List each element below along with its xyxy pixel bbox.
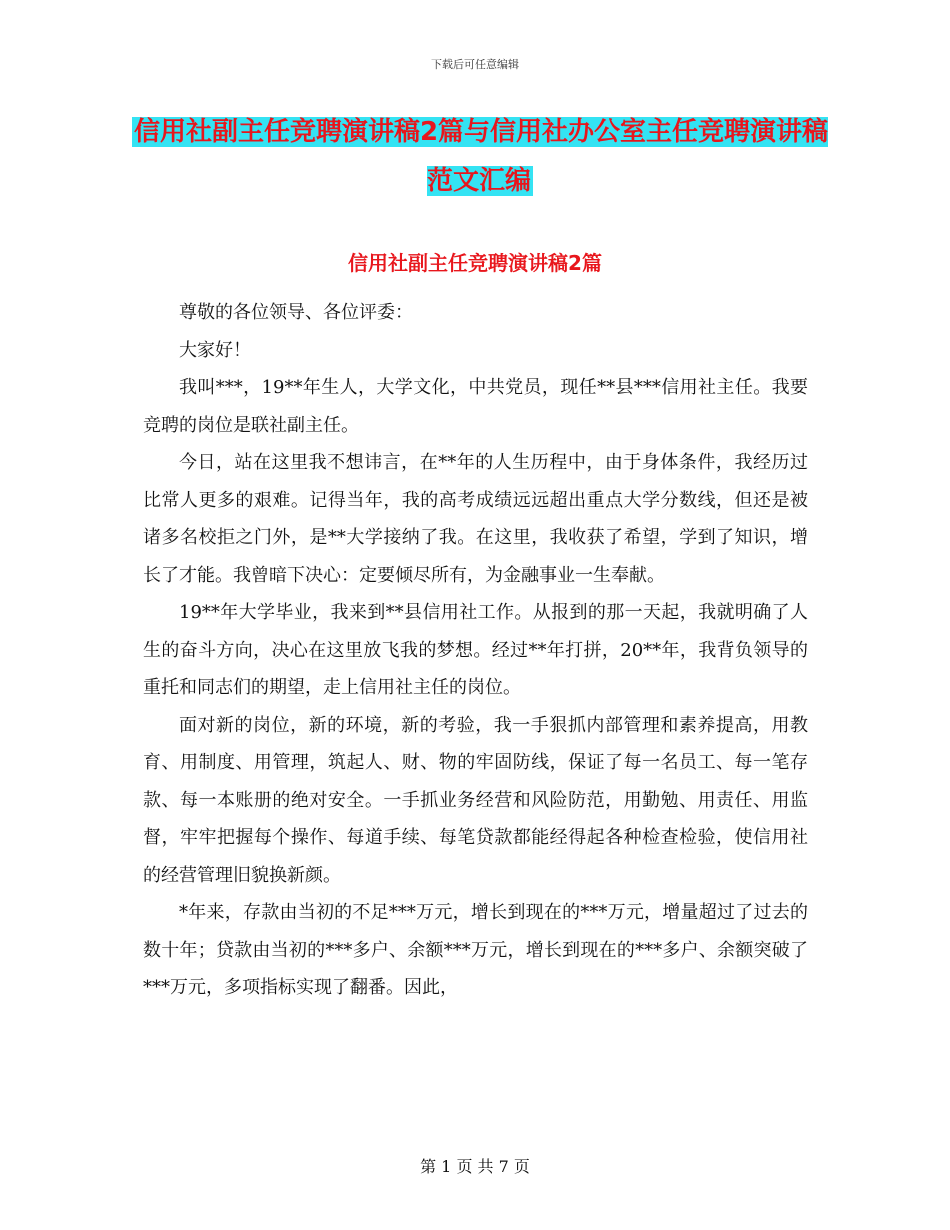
body-text	[143, 294, 808, 1007]
header-note: 下载后可任意编辑	[431, 58, 519, 71]
paragraph-salutation: 尊敬的各位领导、各位评委：	[179, 302, 413, 323]
section-title: 信用社副主任竞聘演讲稿2篇	[348, 251, 602, 275]
paragraph: 今日，站在这里我不想讳言，在**年的人生历程中，由于身体条件，我经历过比常人更多的艰难。记得当年，我的高考成绩远远超出重点大学分数线，但还是被诸多名校拒之门外，是**大学接纳了我。在这里，我收获了希望，学到了知识，增长了才能。我曾暗下决心：定要倾尽所有，为金融事业一生奉献。	[143, 452, 808, 586]
paragraph: *年来，存款由当初的不足***万元，增长到现在的***万元，增量超过了过去的数十年；贷款由当初的***多户、余额***万元，增长到现在的***多户、余额突破了***万元，多项指标实现了翻番。因此，	[143, 902, 808, 998]
page-footer: 第 1 页 共 7 页	[420, 1157, 530, 1176]
document-title-text: 信用社副主任竞聘演讲稿2篇与信用社办公室主任竞聘演讲稿范文汇编	[133, 117, 829, 196]
paragraph-greeting: 大家好！	[179, 339, 251, 361]
paragraph: 面对新的岗位，新的环境，新的考验，我一手狠抓内部管理和素养提高，用教育、用制度、用管理，筑起人、财、物的牢固防线，保证了每一名员工、每一笔存款、每一本账册的绝对安全。一手抓业务经营和风险防范，用勤勉、用责任、用监督，牢牢把握每个操作、每道手续、每笔贷款都能经得起各种检查检验，使信用社的经营管理旧貌换新颜。	[143, 714, 808, 886]
document-title	[130, 108, 830, 206]
paragraph: 我叫***，19**年生人，大学文化，中共党员，现任**县***信用社主任。我要竞聘的岗位是联社副主任。	[143, 377, 808, 436]
paragraph: 19**年大学毕业，我来到**县信用社工作。从报到的那一天起，我就明确了人生的奋斗方向，决心在这里放飞我的梦想。经过**年打拼，20**年，我背负领导的重托和同志们的期望，走上信用社主任的岗位。	[143, 602, 808, 698]
